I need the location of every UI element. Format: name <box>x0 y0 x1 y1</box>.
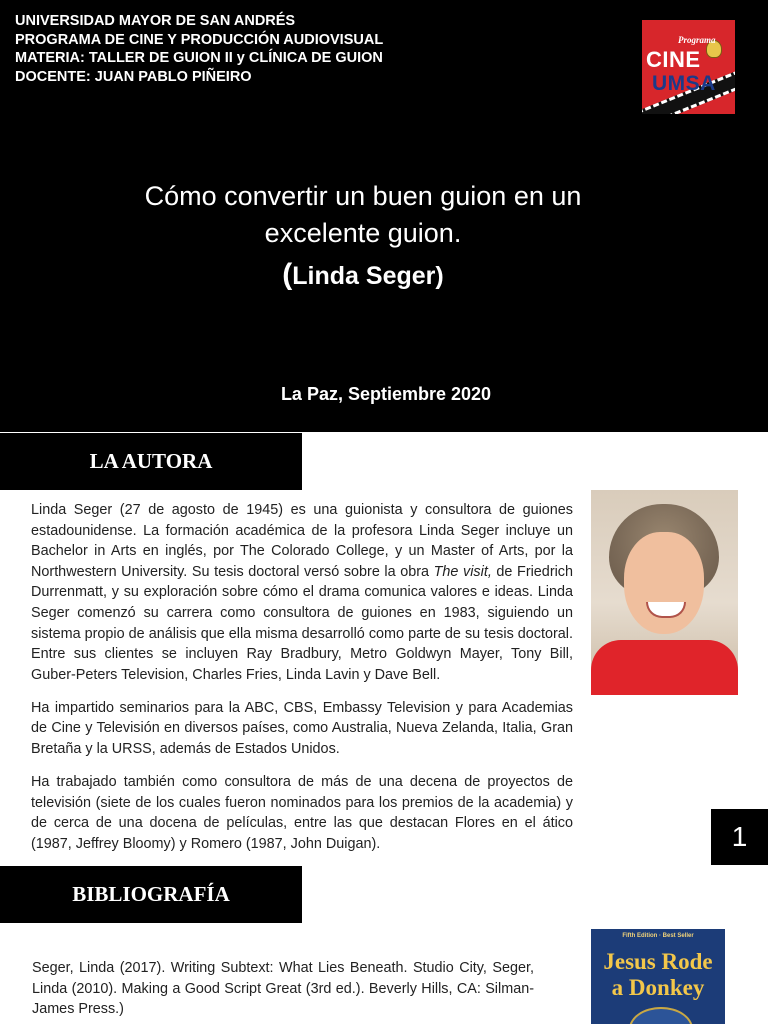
autora-p1-end: de Friedrich Durrenmatt, y su exploración sobre cómo el drama comunica valores e ideas. Linda Seger comenzó su carrera como consultora de guiones en 1983, siguiendo un sistema propio de análisis que ella misma desarrolló como parte de su tesis doctoral. Entre sus clientes se incluyen Ray Bradbury, Metro Goldwyn Mayer, Tony Bill, Guber-Peters Television, Charles Fries, Linda Lavin y Dave Bell. <box>31 563 574 683</box>
book-cover-top-text: Fifth Edition · Best Seller <box>622 933 694 939</box>
section-heading-bibliografia: BIBLIOGRAFÍA <box>0 866 302 923</box>
bibliography-text: Seger, Linda (2017). Writing Subtext: What Lies Beneath. Studio City, Seger, Linda (2010). Making a Good Script Great (3rd ed.). Beverly Hills, CA: Silman-James Press.) <box>32 960 534 1018</box>
book-title-line-1: Jesus Rode <box>603 949 713 974</box>
title-line-1: Cómo convertir un buen guion en un <box>144 181 582 211</box>
institution-line: UNIVERSIDAD MAYOR DE SAN ANDRÉS <box>15 13 296 29</box>
institution-line: PROGRAMA DE CINE Y PRODUCCIÓN AUDIOVISUAL <box>15 31 384 48</box>
author-photo <box>591 490 738 695</box>
title-line-2: excelente guion. <box>264 218 462 248</box>
author-name <box>0 256 726 295</box>
book-seal-icon <box>629 1007 693 1024</box>
photo-shirt <box>591 640 738 695</box>
author-name-text: Linda Seger) <box>292 262 444 290</box>
cine-umsa-logo <box>642 20 735 114</box>
autora-text <box>31 500 573 867</box>
book-cover-title <box>591 949 725 1001</box>
autora-p1-start: Linda Seger (27 de agosto de 1945) es una guionista y consultora de guiones estadounidense. La formación académica de la profesora Linda Seger incluye un Bachelor in Arts en inglés, por The Colorado College, y un Master of Arts, por la Northwestern University. Su tesis doctoral versó sobre la obra <box>31 502 573 580</box>
logo-programa-text: Programa <box>678 35 716 45</box>
photo-face <box>624 532 704 634</box>
institution-header <box>15 12 383 86</box>
autora-paragraph-1 <box>31 500 573 685</box>
work-title: The visit, <box>433 563 492 580</box>
section-heading-autora: LA AUTORA <box>0 433 302 490</box>
logo-umsa-text: UMSA <box>652 72 716 95</box>
book-cover-image <box>591 929 725 1024</box>
institution-line: MATERIA: TALLER DE GUION II y CLÍNICA DE GUION <box>15 50 383 66</box>
logo-cine-text: CINE <box>646 47 701 72</box>
page-number: 1 <box>711 809 768 865</box>
book-title-line-2: a Donkey <box>611 975 705 1000</box>
institution-line: DOCENTE: JUAN PABLO PIÑEIRO <box>15 68 252 85</box>
place-date: La Paz, Septiembre 2020 <box>280 384 492 404</box>
autora-paragraph-3: Ha trabajado también como consultora de más de una decena de proyectos de televisión (siete de los cuales fueron nominados para los premios de la academia) y de cerca de una docena de películas, entre las que destacan Flores en el ático (1987, Jeffrey Bloomy) y Romero (1987, John Duigan). <box>31 773 573 852</box>
autora-paragraph-2: Ha impartido seminarios para la ABC, CBS, Embassy Television y para Academias de Cine y Televisión en diversos países, como Australia, Nueva Zelanda, Italia, Gran Bretaña y la URSS, además de Estados Unidos. <box>31 699 573 757</box>
document-title <box>0 178 726 295</box>
author-open-paren: ( <box>282 258 293 291</box>
